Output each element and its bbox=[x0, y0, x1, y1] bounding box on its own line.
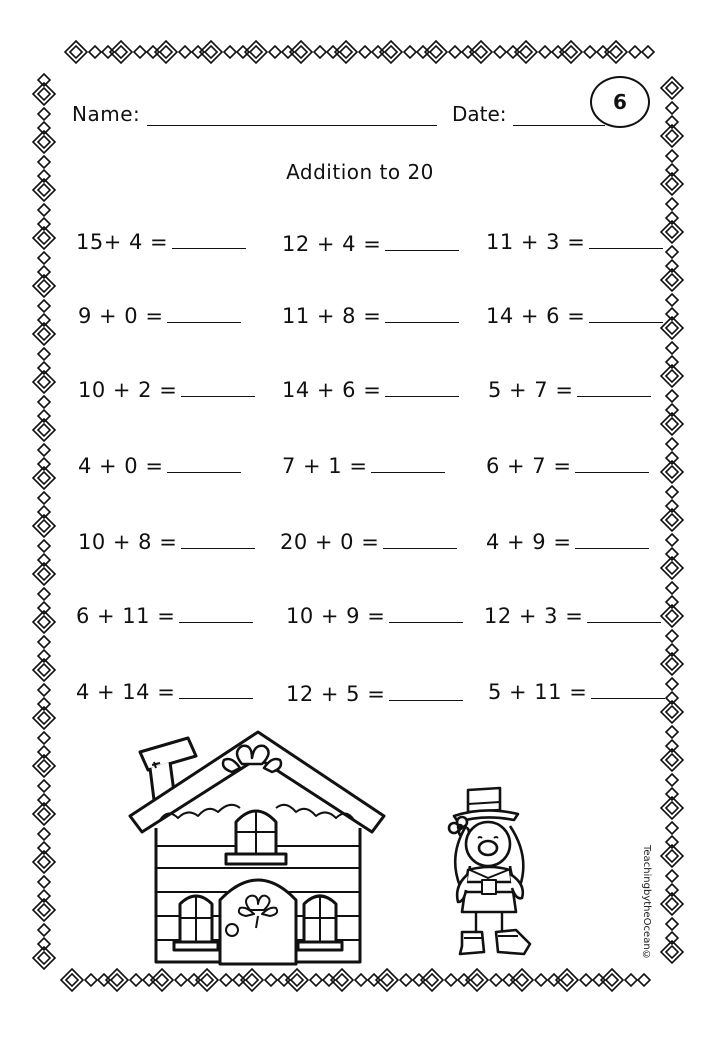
problem-text: 12 + 5 = bbox=[286, 682, 386, 706]
border-diamond bbox=[666, 534, 678, 546]
border-diamond-inner bbox=[38, 808, 50, 820]
answer-blank[interactable] bbox=[575, 456, 649, 473]
border-diamond-inner bbox=[471, 974, 483, 986]
problem-item bbox=[488, 680, 665, 704]
border-diamond bbox=[265, 974, 277, 986]
border-diamond bbox=[666, 404, 678, 416]
border-diamond bbox=[629, 46, 641, 58]
worksheet-number-badge bbox=[590, 76, 650, 128]
border-diamond bbox=[625, 974, 637, 986]
border-diamond-inner bbox=[666, 898, 678, 910]
border-diamond-inner bbox=[606, 974, 618, 986]
border-diamond bbox=[666, 932, 678, 944]
border-diamond bbox=[666, 452, 678, 464]
border-diamond bbox=[666, 692, 678, 704]
answer-blank[interactable] bbox=[589, 306, 663, 323]
answer-blank[interactable] bbox=[167, 306, 241, 323]
border-diamond-inner bbox=[666, 418, 678, 430]
answer-blank[interactable] bbox=[389, 606, 463, 623]
border-diamond-inner bbox=[156, 974, 168, 986]
border-diamond-inner bbox=[291, 974, 303, 986]
problem-item bbox=[286, 604, 463, 628]
border-diamond-inner bbox=[430, 46, 442, 58]
border-diamond-inner bbox=[115, 46, 127, 58]
answer-blank[interactable] bbox=[167, 456, 241, 473]
border-diamond bbox=[552, 46, 564, 58]
border-diamond bbox=[666, 884, 678, 896]
border-diamond bbox=[192, 46, 204, 58]
border-diamond bbox=[134, 46, 146, 58]
border-diamond-inner bbox=[666, 130, 678, 142]
border-diamond bbox=[237, 46, 249, 58]
border-diamond bbox=[38, 410, 50, 422]
border-diamond-inner bbox=[666, 466, 678, 478]
border-diamond-inner bbox=[250, 46, 262, 58]
answer-blank[interactable] bbox=[577, 380, 651, 397]
border-diamond bbox=[38, 650, 50, 662]
date-label: Date: bbox=[452, 102, 507, 126]
border-diamond-inner bbox=[381, 974, 393, 986]
border-diamond bbox=[666, 630, 678, 642]
answer-blank[interactable] bbox=[389, 684, 463, 701]
border-diamond bbox=[548, 974, 560, 986]
border-diamond bbox=[175, 974, 187, 986]
border-diamond bbox=[38, 842, 50, 854]
border-diamond bbox=[445, 974, 457, 986]
border-diamond-inner bbox=[38, 616, 50, 628]
problem-item bbox=[486, 304, 663, 328]
border-diamond-inner bbox=[201, 974, 213, 986]
problem-item bbox=[282, 304, 459, 328]
border-diamond-inner bbox=[38, 952, 50, 964]
name-field[interactable] bbox=[72, 102, 437, 126]
problem-text: 11 + 3 = bbox=[486, 230, 586, 254]
border-diamond-inner bbox=[111, 974, 123, 986]
problem-item bbox=[282, 378, 459, 402]
border-diamond bbox=[38, 890, 50, 902]
border-diamond bbox=[666, 870, 678, 882]
border-diamond bbox=[666, 342, 678, 354]
border-diamond bbox=[359, 46, 371, 58]
border-diamond-inner bbox=[475, 46, 487, 58]
border-diamond bbox=[38, 938, 50, 950]
problem-text: 4 + 9 = bbox=[486, 530, 572, 554]
border-diamond bbox=[143, 974, 155, 986]
problem-item bbox=[78, 530, 255, 554]
border-diamond bbox=[638, 974, 650, 986]
border-diamond bbox=[147, 46, 159, 58]
border-diamond bbox=[666, 548, 678, 560]
problem-text: 5 + 7 = bbox=[488, 378, 574, 402]
problem-text: 12 + 3 = bbox=[484, 604, 584, 628]
problem-item bbox=[286, 682, 463, 706]
problem-text: 6 + 11 = bbox=[76, 604, 176, 628]
border-diamond-inner bbox=[38, 376, 50, 388]
border-diamond bbox=[490, 974, 502, 986]
problem-item bbox=[486, 454, 649, 478]
border-diamond bbox=[38, 554, 50, 566]
border-diamond bbox=[38, 492, 50, 504]
border-diamond-inner bbox=[666, 658, 678, 670]
border-diamond bbox=[278, 974, 290, 986]
border-diamond bbox=[666, 116, 678, 128]
border-diamond bbox=[458, 974, 470, 986]
problem-text: 20 + 0 = bbox=[280, 530, 380, 554]
border-diamond-inner bbox=[70, 46, 82, 58]
border-diamond-inner bbox=[666, 850, 678, 862]
problem-text: 12 + 4 = bbox=[282, 232, 382, 256]
border-diamond bbox=[188, 974, 200, 986]
border-diamond bbox=[666, 582, 678, 594]
border-diamond-inner bbox=[38, 88, 50, 100]
border-diamond bbox=[130, 974, 142, 986]
border-diamond-inner bbox=[666, 610, 678, 622]
border-diamond bbox=[535, 974, 547, 986]
border-diamond bbox=[38, 348, 50, 360]
border-diamond-inner bbox=[38, 184, 50, 196]
border-diamond-inner bbox=[666, 754, 678, 766]
problem-item bbox=[484, 604, 661, 628]
border-diamond bbox=[666, 102, 678, 114]
border-diamond bbox=[584, 46, 596, 58]
name-label: Name: bbox=[72, 102, 141, 126]
problem-text: 4 + 0 = bbox=[78, 454, 164, 478]
border-diamond bbox=[282, 46, 294, 58]
border-diamond-inner bbox=[205, 46, 217, 58]
border-diamond bbox=[372, 46, 384, 58]
problem-text: 9 + 0 = bbox=[78, 304, 164, 328]
border-diamond bbox=[38, 588, 50, 600]
border-diamond bbox=[224, 46, 236, 58]
border-diamond bbox=[85, 974, 97, 986]
problem-text: 10 + 9 = bbox=[286, 604, 386, 628]
border-diamond-inner bbox=[666, 370, 678, 382]
border-diamond bbox=[38, 252, 50, 264]
problem-item bbox=[282, 454, 445, 478]
problem-item bbox=[76, 604, 253, 628]
border-diamond-inner bbox=[666, 514, 678, 526]
problem-text: 4 + 14 = bbox=[76, 680, 176, 704]
border-diamond bbox=[98, 974, 110, 986]
border-diamond-inner bbox=[565, 46, 577, 58]
border-diamond bbox=[355, 974, 367, 986]
border-diamond-inner bbox=[666, 946, 678, 958]
border-diamond bbox=[38, 876, 50, 888]
border-diamond bbox=[38, 540, 50, 552]
border-diamond bbox=[38, 108, 50, 120]
problem-item bbox=[78, 304, 241, 328]
border-diamond bbox=[593, 974, 605, 986]
date-field[interactable] bbox=[452, 102, 605, 126]
border-diamond bbox=[179, 46, 191, 58]
problem-text: 6 + 7 = bbox=[486, 454, 572, 478]
border-diamond bbox=[38, 746, 50, 758]
border-diamond-inner bbox=[610, 46, 622, 58]
problem-text: 14 + 6 = bbox=[282, 378, 382, 402]
border-diamond bbox=[666, 500, 678, 512]
border-diamond bbox=[38, 698, 50, 710]
border-diamond-inner bbox=[38, 904, 50, 916]
border-diamond-inner bbox=[38, 328, 50, 340]
border-diamond bbox=[666, 918, 678, 930]
border-diamond-inner bbox=[38, 424, 50, 436]
border-diamond-inner bbox=[426, 974, 438, 986]
border-diamond bbox=[233, 974, 245, 986]
border-diamond bbox=[413, 974, 425, 986]
answer-blank[interactable] bbox=[383, 532, 457, 549]
answer-blank[interactable] bbox=[575, 532, 649, 549]
border-diamond bbox=[404, 46, 416, 58]
problem-text: 7 + 1 = bbox=[282, 454, 368, 478]
border-diamond bbox=[38, 218, 50, 230]
border-diamond-inner bbox=[340, 46, 352, 58]
border-diamond bbox=[666, 198, 678, 210]
problem-text: 10 + 2 = bbox=[78, 378, 178, 402]
border-diamond bbox=[38, 780, 50, 792]
border-diamond-inner bbox=[38, 520, 50, 532]
border-diamond-inner bbox=[516, 974, 528, 986]
border-diamond bbox=[38, 732, 50, 744]
border-diamond bbox=[580, 974, 592, 986]
border-diamond bbox=[38, 396, 50, 408]
problem-item bbox=[282, 232, 459, 256]
answer-blank[interactable] bbox=[181, 532, 255, 549]
border-diamond bbox=[661, 77, 683, 99]
border-diamond bbox=[666, 596, 678, 608]
border-diamond bbox=[666, 356, 678, 368]
border-diamond bbox=[38, 636, 50, 648]
worksheet-title: Addition to 20 bbox=[286, 160, 434, 184]
problem-text: 10 + 8 = bbox=[78, 530, 178, 554]
border-diamond bbox=[666, 308, 678, 320]
answer-blank[interactable] bbox=[181, 380, 255, 397]
border-diamond-inner bbox=[666, 802, 678, 814]
border-diamond bbox=[269, 46, 281, 58]
border-diamond-inner bbox=[666, 226, 678, 238]
answer-blank[interactable] bbox=[589, 232, 663, 249]
border-diamond bbox=[642, 46, 654, 58]
border-diamond bbox=[38, 266, 50, 278]
border-diamond-inner bbox=[38, 712, 50, 724]
problem-text: 11 + 8 = bbox=[282, 304, 382, 328]
border-diamond bbox=[666, 260, 678, 272]
border-diamond bbox=[666, 212, 678, 224]
border-diamond bbox=[666, 836, 678, 848]
border-diamond bbox=[38, 314, 50, 326]
border-diamond bbox=[38, 122, 50, 134]
border-diamond bbox=[666, 822, 678, 834]
border-diamond bbox=[462, 46, 474, 58]
border-diamond bbox=[666, 438, 678, 450]
answer-blank[interactable] bbox=[385, 234, 459, 251]
problem-text: 5 + 11 = bbox=[488, 680, 588, 704]
border-diamond bbox=[220, 974, 232, 986]
answer-blank[interactable] bbox=[591, 682, 665, 699]
answer-blank[interactable] bbox=[179, 606, 253, 623]
border-diamond bbox=[400, 974, 412, 986]
name-line[interactable] bbox=[147, 103, 437, 126]
border-diamond bbox=[368, 974, 380, 986]
border-diamond bbox=[65, 41, 87, 63]
leprechaun-girl-drawing bbox=[440, 786, 540, 960]
border-diamond bbox=[38, 204, 50, 216]
border-diamond bbox=[539, 46, 551, 58]
border-diamond-inner bbox=[38, 232, 50, 244]
border-diamond bbox=[38, 362, 50, 374]
border-diamond-inner bbox=[38, 664, 50, 676]
border-diamond bbox=[310, 974, 322, 986]
border-diamond-inner bbox=[246, 974, 258, 986]
border-diamond bbox=[38, 924, 50, 936]
border-diamond-inner bbox=[336, 974, 348, 986]
border-diamond-inner bbox=[666, 274, 678, 286]
border-diamond-inner bbox=[38, 136, 50, 148]
border-diamond bbox=[38, 828, 50, 840]
border-diamond bbox=[38, 794, 50, 806]
border-diamond bbox=[666, 644, 678, 656]
border-diamond-inner bbox=[666, 706, 678, 718]
problem-item bbox=[486, 530, 649, 554]
worksheet-number: 6 bbox=[613, 90, 627, 114]
answer-blank[interactable] bbox=[172, 232, 246, 249]
border-diamond bbox=[666, 294, 678, 306]
answer-blank[interactable] bbox=[587, 606, 661, 623]
border-diamond bbox=[38, 506, 50, 518]
border-diamond bbox=[327, 46, 339, 58]
border-diamond bbox=[666, 246, 678, 258]
border-diamond-inner bbox=[38, 856, 50, 868]
house-drawing bbox=[126, 728, 388, 974]
answer-blank[interactable] bbox=[385, 306, 459, 323]
border-diamond-inner bbox=[385, 46, 397, 58]
border-diamond bbox=[666, 390, 678, 402]
border-diamond-inner bbox=[561, 974, 573, 986]
border-diamond bbox=[666, 774, 678, 786]
border-diamond bbox=[666, 726, 678, 738]
border-diamond-inner bbox=[66, 974, 78, 986]
border-diamond bbox=[38, 444, 50, 456]
border-diamond-inner bbox=[38, 280, 50, 292]
border-diamond-inner bbox=[666, 322, 678, 334]
problem-item bbox=[78, 378, 255, 402]
border-diamond-inner bbox=[160, 46, 172, 58]
border-diamond bbox=[38, 458, 50, 470]
border-diamond bbox=[61, 969, 83, 991]
border-diamond bbox=[449, 46, 461, 58]
problem-item bbox=[76, 680, 253, 704]
border-diamond-inner bbox=[666, 82, 678, 94]
border-diamond bbox=[314, 46, 326, 58]
border-diamond bbox=[323, 974, 335, 986]
border-diamond bbox=[597, 46, 609, 58]
border-diamond bbox=[503, 974, 515, 986]
problem-item bbox=[78, 454, 241, 478]
border-diamond bbox=[38, 684, 50, 696]
copyright-credit: TeachingbytheOcean© bbox=[641, 845, 652, 961]
border-diamond-inner bbox=[295, 46, 307, 58]
border-diamond-inner bbox=[38, 472, 50, 484]
problem-item bbox=[486, 230, 663, 254]
border-diamond-inner bbox=[38, 760, 50, 772]
answer-blank[interactable] bbox=[385, 380, 459, 397]
border-diamond bbox=[38, 300, 50, 312]
border-diamond-inner bbox=[666, 562, 678, 574]
problem-item bbox=[280, 530, 457, 554]
border-diamond bbox=[38, 74, 50, 86]
border-diamond bbox=[102, 46, 114, 58]
border-diamond bbox=[507, 46, 519, 58]
border-diamond bbox=[494, 46, 506, 58]
problem-item bbox=[488, 378, 651, 402]
border-diamond bbox=[666, 740, 678, 752]
problem-item bbox=[76, 230, 246, 254]
problem-text: 15+ 4 = bbox=[76, 230, 169, 254]
border-diamond bbox=[417, 46, 429, 58]
border-diamond bbox=[666, 678, 678, 690]
border-diamond-inner bbox=[38, 568, 50, 580]
border-diamond bbox=[89, 46, 101, 58]
problem-text: 14 + 6 = bbox=[486, 304, 586, 328]
answer-blank[interactable] bbox=[179, 682, 253, 699]
border-diamond bbox=[666, 486, 678, 498]
border-diamond bbox=[666, 788, 678, 800]
answer-blank[interactable] bbox=[371, 456, 445, 473]
border-diamond-inner bbox=[520, 46, 532, 58]
border-diamond bbox=[38, 602, 50, 614]
